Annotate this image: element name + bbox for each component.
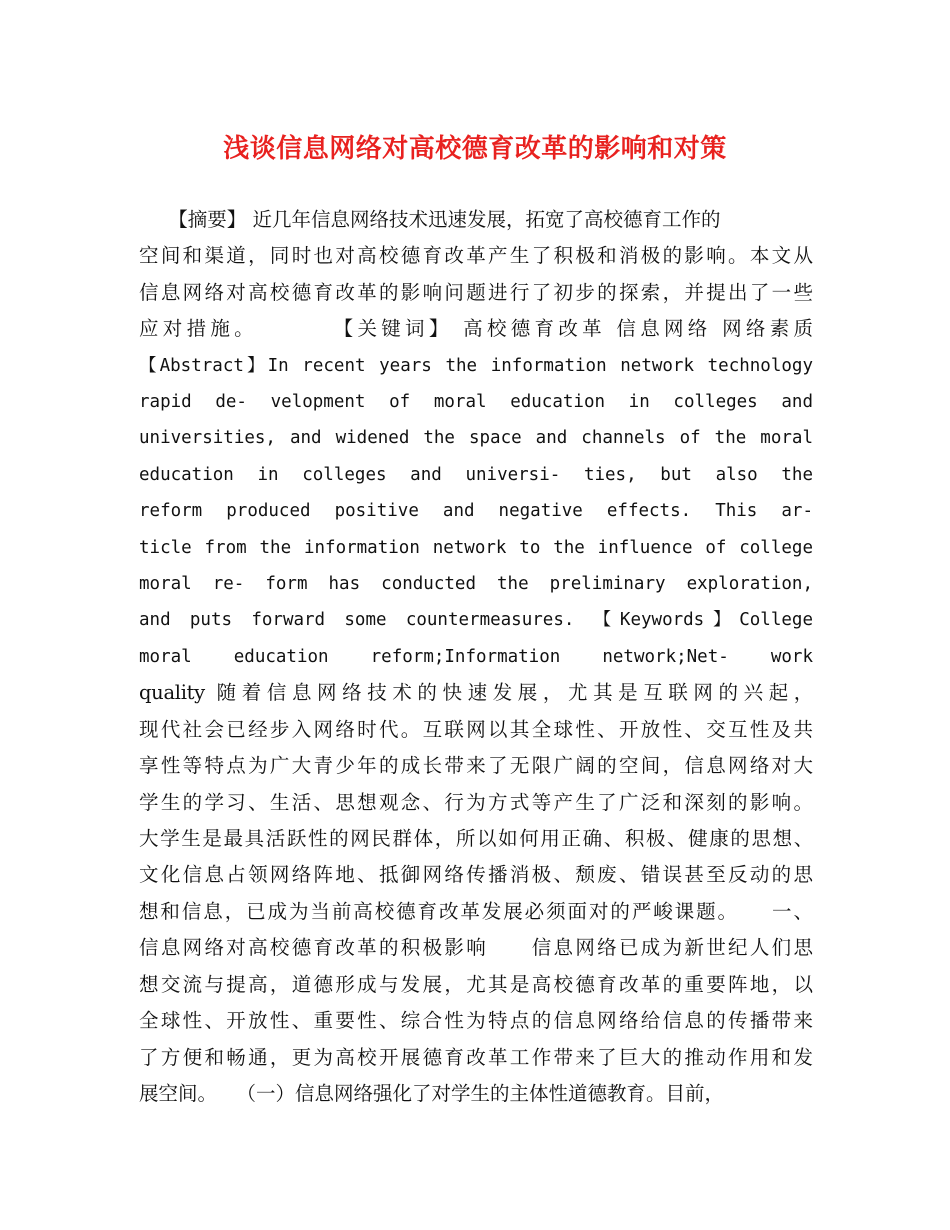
body-line: 大学生是最具活跃性的网民群体，所以如何用正确、积极、健康的思想、 (139, 827, 813, 850)
body-line: 想和信息，已成为当前高校德育改革发展必须面对的严峻课题。 一、 (139, 900, 813, 923)
body-line: 学生的学习、生活、思想观念、行为方式等产生了广泛和深刻的影响。 (139, 791, 813, 814)
body-line: reform produced positive and negative effects. This ar- (139, 501, 813, 521)
body-line: ticle from the information network to the influence of college (139, 538, 813, 558)
body-line: 信息网络对高校德育改革的积极影响 信息网络已成为新世纪人们思 (139, 936, 813, 959)
body-line: 想交流与提高，道德形成与发展，尤其是高校德育改革的重要阵地，以 (139, 973, 813, 996)
body-line: 现代社会已经步入网络时代。互联网以其全球性、开放性、交互性及共 (139, 718, 813, 741)
body-line: 展空间。 （一）信息网络强化了对学生的主体性道德教育。目前， (139, 1082, 725, 1105)
document-title: 浅谈信息网络对高校德育改革的影响和对策 (223, 134, 727, 164)
body-line: 【摘要】 近几年信息网络技术迅速发展，拓宽了高校德育工作的 (139, 208, 721, 231)
body-line: 【Abstract】In recent years the information network technology (139, 356, 813, 376)
body-line: 享性等特点为广大青少年的成长带来了无限广阔的空间，信息网络对大 (139, 754, 813, 777)
body-line: 应对措施。 【关键词】 高校德育改革 信息网络 网络素质 (139, 317, 813, 340)
body-line: 全球性、开放性、重要性、综合性为特点的信息网络给信息的传播带来 (139, 1009, 813, 1032)
body-line: moral re- form has conducted the preliminary exploration, (139, 574, 813, 594)
body-line: 了方便和畅通，更为高校开展德育改革工作带来了巨大的推动作用和发 (139, 1046, 813, 1069)
body-line: and puts forward some countermeasures. 【Keywords】College (139, 610, 813, 630)
body-line: education in colleges and universi- ties, but also the (139, 465, 813, 485)
body-line: quality 随着信息网络技术的快速发展，尤其是互联网的兴起， (139, 681, 813, 704)
body-line: rapid de- velopment of moral education in colleges and (139, 392, 813, 412)
body-line: 文化信息占领网络阵地、抵御网络传播消极、颓废、错误甚至反动的思 (139, 863, 813, 886)
body-line: 空间和渠道，同时也对高校德育改革产生了积极和消极的影响。本文从 (139, 244, 813, 267)
body-line: moral education reform;Information network;Net- work (139, 647, 813, 667)
body-line: universities, and widened the space and channels of the moral (139, 428, 813, 448)
body-line: 信息网络对高校德育改革的影响问题进行了初步的探索，并提出了一些 (139, 281, 813, 304)
